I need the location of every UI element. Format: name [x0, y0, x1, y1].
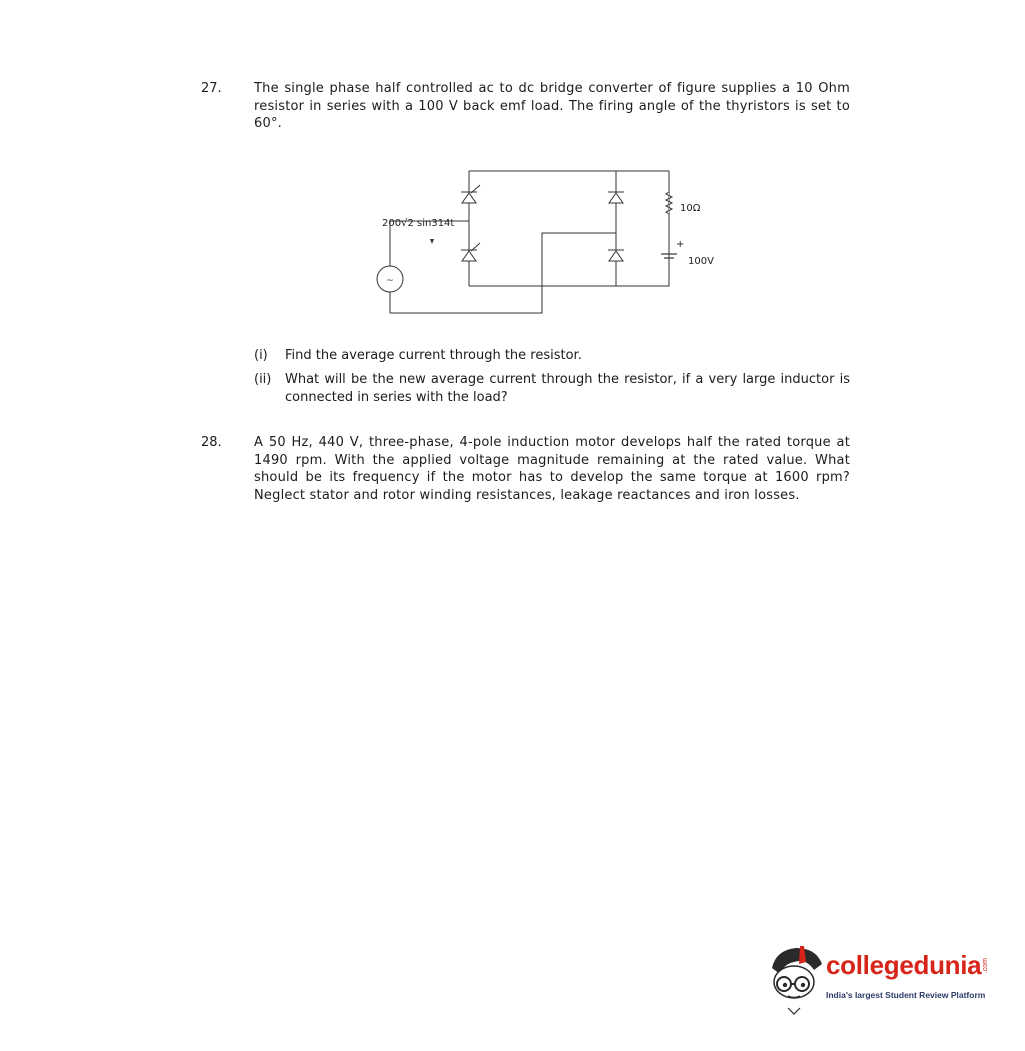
question-27-text: The single phase half controlled ac to dc bridge converter of figure supplies a 10 Ohm resistor in series with a 100 V back emf load. The firing angle of the thyristors is set to 60°.: [254, 81, 850, 131]
logo-suffix: .com: [982, 958, 989, 974]
wire-top-rail: [469, 171, 669, 286]
ac-source: [377, 266, 403, 292]
logo-wordmark: collegedunia: [826, 950, 982, 980]
diode-d1: [608, 192, 624, 203]
arrow-down-icon: [430, 239, 434, 244]
collegedunia-logo: [766, 944, 996, 1020]
battery-polarity-label: +: [676, 239, 685, 250]
part-ii-label: (ii): [254, 372, 272, 387]
svg-text:~: ~: [386, 276, 394, 286]
source-voltage-label: 200√2 sin314t: [382, 218, 455, 229]
thyristor-t1: [461, 185, 480, 203]
question-27-number: 27.: [201, 81, 222, 96]
logo-tagline: India's largest Student Review Platform: [826, 990, 986, 1000]
question-27-part-i: [254, 347, 850, 365]
question-27-part-ii: [254, 371, 850, 406]
mascot-icon: [766, 944, 826, 1020]
bridge-converter-circuit-diagram: [370, 160, 730, 320]
wire-source-bottom: [390, 233, 616, 313]
diode-d2: [608, 250, 624, 261]
part-i-text: Find the average current through the resistor.: [285, 348, 582, 363]
part-i-label: (i): [254, 348, 268, 363]
resistor-label: 10Ω: [680, 203, 701, 214]
question-28-number: 28.: [201, 435, 222, 450]
thyristor-t2: [461, 243, 480, 261]
question-28-text: A 50 Hz, 440 V, three-phase, 4-pole induction motor develops half the rated torque at 1490 rpm. With the applied voltage magnitude remaining at the rated value. What should be its frequency if the motor has to develop the same torque at 1600 rpm? Neglect stator and rotor winding resistances, leakage reactances and iron losses.: [254, 435, 850, 503]
part-ii-text: What will be the new average current through the resistor, if a very large inductor is connected in series with the load?: [285, 372, 850, 405]
battery-label: 100V: [688, 256, 714, 267]
resistor-10-ohm: [666, 192, 672, 214]
